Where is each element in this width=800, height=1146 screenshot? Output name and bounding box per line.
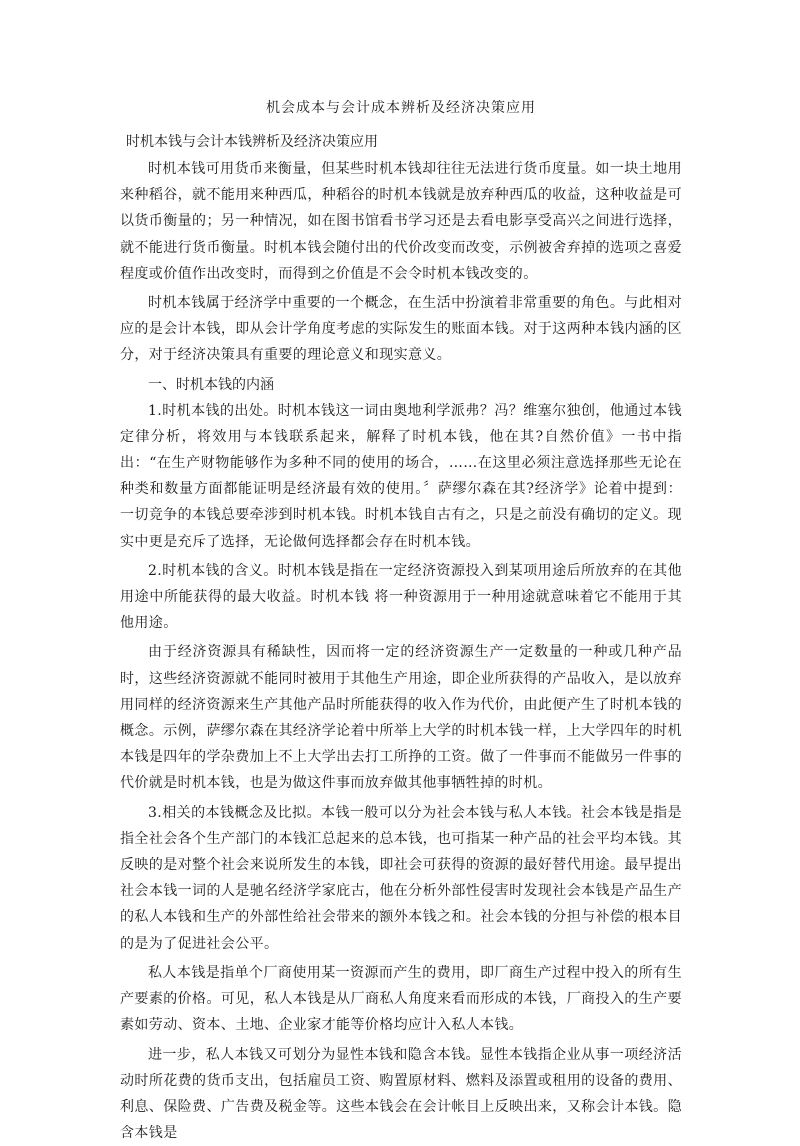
document-title: 机会成本与会计成本辨析及经济决策应用 — [120, 98, 682, 118]
section-heading: 一、时机本钱的内涵 — [120, 372, 682, 398]
paragraph: 时机本钱属于经济学中重要的一个概念，在生活中扮演着非常重要的角色。与此相对应的是会计本钱，即从会计学角度考虑的实际发生的账面本钱。对于这两种本钱内涵的区分，对于经济决策具有重要的理论意义和现实意义。 — [120, 290, 682, 369]
paragraph: 进一步，私人本钱又可划分为显性本钱和隐含本钱。显性本钱指企业从事一项经济活动时所花费的货币支出，包括雇员工资、购置原材料、燃料及添置或租用的设备的费用、利息、保险费、广告费及税金等。这些本钱会在会计帐目上反映出来，又称会计本钱。隐含本钱是 — [120, 1042, 682, 1146]
paragraph: 3.相关的本钱概念及比拟。本钱一般可以分为社会本钱与私人本钱。社会本钱是指是指全社会各个生产部门的本钱汇总起来的总本钱，也可指某一种产品的社会平均本钱。其反映的是对整个社会来说所发生的本钱，即社会可获得的资源的最好替代用途。最早提出社会本钱一词的人是驰名经济学家庇古，他在分析外部性侵害时发现社会本钱是产品生产的私人本钱和生产的外部性给社会带来的额外本钱之和。社会本钱的分担与补偿的根本目的是为了促进社会公平。 — [120, 800, 682, 957]
paragraph: 由于经济资源具有稀缺性，因而将一定的经济资源生产一定数量的一种或几种产品时，这些经济资源就不能同时被用于其他生产用途，即企业所获得的产品收入，是以放弃用同样的经济资源来生产其他产品时所能获得的收入作为代价，由此便产生了时机本钱的概念。示例，萨缪尔森在其经济学论着中所举上大学的时机本钱一样，上大学四年的时机本钱是四年的学杂费加上不上大学出去打工所挣的工资。做了一件事而不能做另一件事的代价就是时机本钱，也是为做这件事而放弃做其他事牺牲掉的时机。 — [120, 639, 682, 796]
paragraph: 时机本钱可用货币来衡量，但某些时机本钱却往往无法进行货币度量。如一块土地用来种稻谷，就不能用来种西瓜，种稻谷的时机本钱就是放弃种西瓜的收益，这种收益是可以货币衡量的；另一种情况，如在图书馆看书学习还是去看电影享受高兴之间进行选择，就不能进行货币衡量。时机本钱会随付出的代价改变而改变，示例被舍弃掉的选项之喜爱程度或价值作出改变时，而得到之价值是不会令时机本钱改变的。 — [120, 156, 682, 287]
paragraph: 1.时机本钱的出处。时机本钱这一词由奥地利学派弗？冯？维塞尔独创，他通过本钱定律分析，将效用与本钱联系起来，解释了时机本钱，他在其?自然价值》一书中指出：“在生产财物能够作为多种不同的使用的场合，……在这里必须注意选择那些无论在种类和数量方面都能证明是经济最有效的使用。〞萨缪尔森在其?经济学》论着中提到：一切竞争的本钱总要牵涉到时机本钱。时机本钱自古有之，只是之前没有确切的定义。现实中更是充斥了选择，无论做何选择都会存在时机本钱。 — [120, 398, 682, 555]
paragraph: 2.时机本钱的含义。时机本钱是指在一定经济资源投入到某项用途后所放弃的在其他用途中所能获得的最大收益。时机本钱 将一种资源用于一种用途就意味着它不能用于其他用途。 — [120, 558, 682, 637]
document-subtitle: 时机本钱与会计本钱辨析及经济决策应用 — [126, 132, 682, 152]
paragraph: 私人本钱是指单个厂商使用某一资源而产生的费用，即厂商生产过程中投入的所有生产要素的价格。可见，私人本钱是从厂商私人角度来看而形成的本钱，厂商投入的生产要素如劳动、资本、土地、企业家才能等价格均应计入私人本钱。 — [120, 960, 682, 1039]
